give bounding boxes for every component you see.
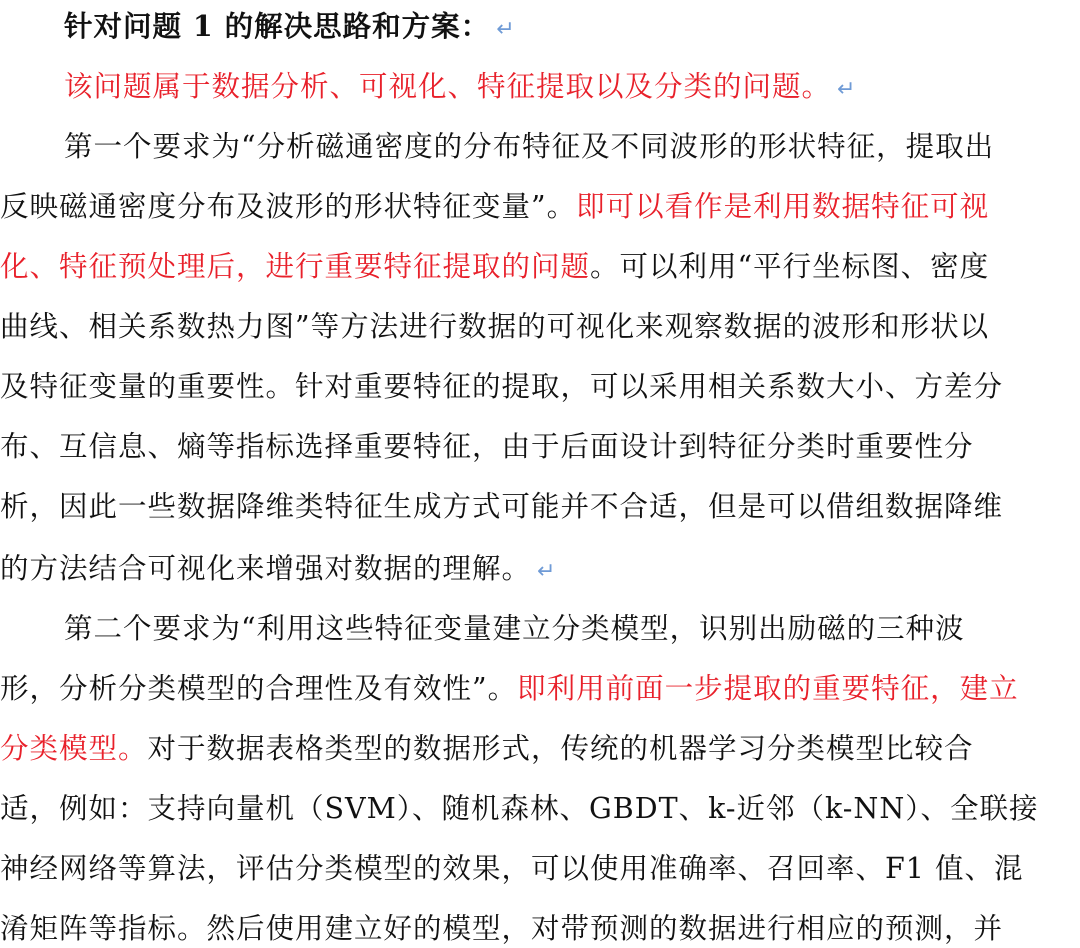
paragraph-line — [0, 546, 556, 587]
highlight-text: 化、特征预处理后，进行重要特征提取的问题 — [0, 250, 591, 283]
body-text: 。可以利用“平行坐标图、密度 — [590, 250, 990, 283]
paragraph-mark-icon: ↵ — [537, 559, 557, 584]
section-heading-text: 针对问题 1 的解决思路和方案： — [64, 9, 491, 43]
paragraph-mark-icon: ↵ — [496, 17, 516, 42]
highlight-text: 分类模型。 — [0, 732, 148, 765]
paragraph-line — [0, 184, 989, 225]
quote-text: 形，分析分类模型的合理性及有效性”。 — [0, 672, 518, 705]
paragraph-line: 曲线、相关系数热力图”等方法进行数据的可视化来观察数据的波形和形状以 — [0, 310, 990, 343]
paragraph-line: 第一个要求为“分析磁通密度的分布特征及不同波形的形状特征，提取出 — [64, 130, 995, 163]
paragraph-line: 析，因此一些数据降维类特征生成方式可能并不合适，但是可以借组数据降维 — [0, 490, 1004, 523]
problem-summary — [64, 64, 856, 105]
paragraph-line: 布、互信息、熵等指标选择重要特征，由于后面设计到特征分类时重要性分 — [0, 430, 974, 463]
paragraph-line: 淆矩阵等指标。然后使用建立好的模型，对带预测的数据进行相应的预测，并 — [0, 912, 1004, 945]
paragraph-line — [0, 244, 989, 285]
paragraph-line: 神经网络等算法，评估分类模型的效果，可以使用准确率、召回率、F1 值、混 — [0, 852, 1024, 885]
paragraph-line — [0, 726, 974, 767]
highlight-text: 即可以看作是利用数据特征可视 — [576, 190, 990, 223]
paragraph-line — [0, 666, 1019, 707]
paragraph-mark-icon: ↵ — [837, 77, 857, 102]
body-text: 的方法结合可视化来增强对数据的理解。 — [0, 552, 532, 585]
body-text: 对于数据表格类型的数据形式，传统的机器学习分类模型比较合 — [147, 732, 974, 765]
quote-text: 反映磁通密度分布及波形的形状特征变量”。 — [0, 190, 577, 223]
section-heading — [64, 4, 516, 45]
problem-summary-text: 该问题属于数据分析、可视化、特征提取以及分类的问题。 — [64, 70, 832, 103]
paragraph-line: 及特征变量的重要性。针对重要特征的提取，可以采用相关系数大小、方差分 — [0, 370, 1004, 403]
paragraph-line: 第二个要求为“利用这些特征变量建立分类模型，识别出励磁的三种波 — [64, 612, 965, 645]
paragraph-line: 适，例如：支持向量机（SVM）、随机森林、GBDT、k-近邻（k-NN）、全联接 — [0, 792, 1039, 825]
highlight-text: 即利用前面一步提取的重要特征，建立 — [517, 672, 1019, 705]
